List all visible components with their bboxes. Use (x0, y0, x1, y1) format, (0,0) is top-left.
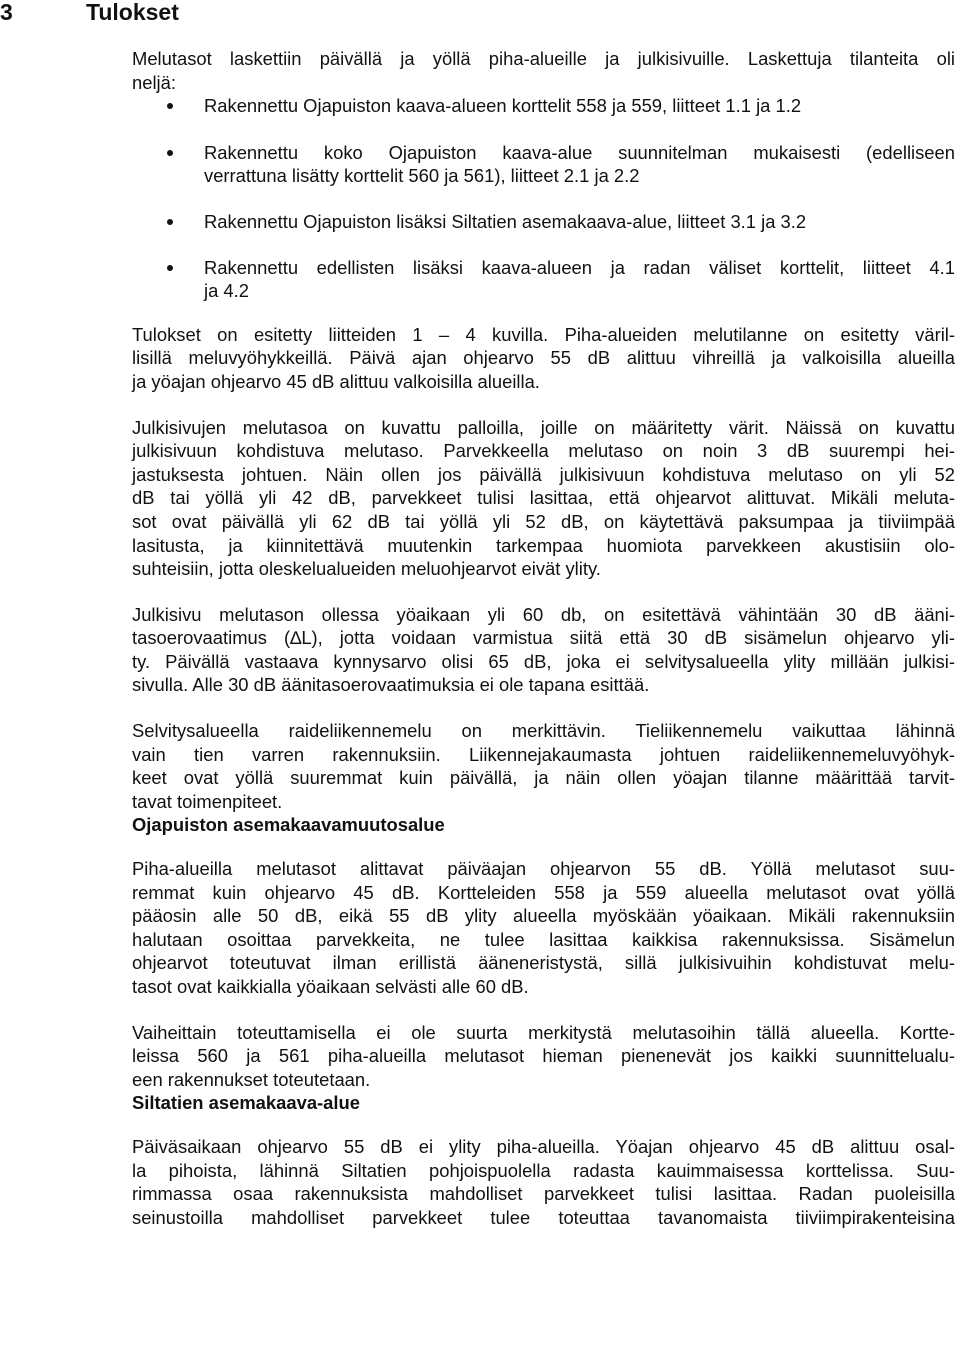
text-line: een rakennukset toteutetaan. (132, 1068, 371, 1090)
text-line: Rakennettu koko Ojapuiston kaava-alue suunnitelman mukaisesti (edelliseen (204, 141, 955, 163)
text-line: suhteisiin, jotta oleskelualueiden meluohjearvot eivät ylity. (132, 558, 601, 580)
body-paragraph (132, 323, 955, 394)
text-line: sivulla. Alle 30 dB äänitasoerovaatimuksia ei ole tapana esittää. (132, 674, 650, 696)
text-line: Piha-alueilla melutasot alittavat päiväajan ohjearvon 55 dB. Yöllä melutasot suu- (132, 858, 955, 880)
text-line: Rakennettu Ojapuiston lisäksi Siltatien asemakaava-alue, liitteet 3.1 ja 3.2 (204, 210, 807, 232)
text-line: pääosin alle 50 dB, eikä 55 dB ylity alueella myöskään yöaikaan. Mikäli rakennuksiin (132, 905, 955, 927)
text-line: tasot ovat kaikkialla yöaikaan selvästi alle 60 dB. (132, 976, 529, 997)
list-item (132, 210, 955, 234)
text-line: neljä: (132, 71, 176, 93)
text-line: Julkisivujen melutasoa on kuvattu palloilla, joille on määritetty värit. Näissä on kuvattu (132, 416, 955, 438)
text-line: Päiväsaikaan ohjearvo 55 dB ei ylity piha-alueilla. Yöajan ohjearvo 45 dB alittuu osal- (132, 1135, 955, 1157)
body-paragraph (132, 857, 955, 999)
text-line: halutaan osoittaa parvekkeita, ne tulee lasittaa kaikkisa rakennuksissa. Sisämelun (132, 928, 955, 950)
text-line: seinustoilla mahdolliset parvekkeet tulee toteuttaa tavanomaista tiiviimpirakenteisina (132, 1206, 955, 1228)
document-body (132, 47, 955, 1229)
text-line: dB tai yöllä yli 42 dB, parvekkeet tulisi lasittaa, että ohjearvot alittuvat. Mikäli meluta- (132, 487, 955, 509)
text-line: remmat kuin ohjearvo 45 dB. Kortteleiden 558 ja 559 alueella melutasot ovat yöllä (132, 881, 955, 903)
text-line: sot ovat päivällä yli 62 dB tai yöllä yli 52 dB, on käytettävä paksumpaa ja tiiviimpää (132, 510, 955, 532)
text-line: keet ovat yöllä suuremmat kuin päivällä, ja näin ollen yöajan tilanne määrittää tarvit- (132, 767, 955, 789)
section-number: 3 (0, 0, 13, 25)
text-line: Julkisivu melutason ollessa yöaikaan yli 60 db, on esitettävä vähintään 30 dB ääni- (132, 603, 955, 625)
text-line: jastuksesta johtuen. Näin ollen jos päivällä julkisivuun kohdistuva melutaso on yli 52 (132, 463, 955, 485)
text-line: Tulokset on esitetty liitteiden 1 – 4 kuvilla. Piha-alueiden melutilanne on esitetty väril- (132, 323, 955, 345)
text-line: ty. Päivällä vastaava kynnysarvo olisi 65 dB, joka ei selvitysalueella ylity millään julkisi- (132, 650, 955, 672)
bullet-icon (167, 103, 173, 109)
bullet-icon (167, 150, 173, 156)
body-paragraph (132, 719, 955, 813)
text-line: Rakennettu edellisten lisäksi kaava-alueen ja radan väliset korttelit, liitteet 4.1 (204, 256, 955, 278)
list-item (132, 94, 955, 118)
text-line: la pihoista, lähinnä Siltatien pohjoispuolella radasta kauimmaisessa korttelissa. Suu- (132, 1159, 955, 1181)
text-line: Selvitysalueella raideliikennemelu on merkittävin. Tieliikennemelu vaikuttaa lähinnä (132, 720, 955, 742)
bullet-icon (167, 219, 173, 225)
text-line: lasitusta, ja kiinnitettävä muutenkin tarkempaa huomiota parvekkeen akustisiin olo- (132, 534, 955, 556)
text-line: Rakennettu Ojapuiston kaava-alueen korttelit 558 ja 559, liitteet 1.1 ja 1.2 (204, 95, 802, 117)
text-line: verrattuna lisätty korttelit 560 ja 561), liitteet 2.1 ja 2.2 (204, 165, 640, 187)
section-heading (0, 0, 179, 24)
section-title: Tulokset (86, 0, 179, 25)
body-paragraph (132, 416, 955, 581)
text-line: leissa 560 ja 561 piha-alueilla melutasot hieman pienenevät jos kaikki suunnittelualu- (132, 1045, 955, 1067)
text-line: Melutasot laskettiin päivällä ja yöllä piha-alueille ja julkisivuille. Laskettuja tilanteita oli (132, 48, 955, 69)
list-item (132, 141, 955, 188)
list-item (132, 256, 955, 303)
text-line: tasoerovaatimus (∆L), jotta voidaan varmistua siitä että 30 dB sisämelun ohjearvo yli- (132, 627, 955, 649)
scenario-list (132, 94, 955, 303)
text-line: Vaiheittain toteuttamisella ei ole suurta merkitystä melutasoihin tällä alueella. Kortte- (132, 1021, 955, 1043)
body-paragraph (132, 603, 955, 697)
text-line: tavat toimenpiteet. (132, 790, 283, 812)
body-paragraph (132, 1135, 955, 1229)
text-line: ja 4.2 (204, 280, 249, 302)
text-line: ja yöajan ohjearvo 45 dB alittuu valkoisilla alueilla. (132, 370, 540, 392)
text-line: rimmassa osaa rakennuksista mahdolliset parvekkeet tulisi lasittaa. Radan puoleisilla (132, 1183, 955, 1205)
subsection-heading: Ojapuiston asemakaavamuutosalue (132, 814, 445, 836)
body-paragraph (132, 1021, 955, 1092)
intro-paragraph (132, 47, 955, 94)
text-line: vain tien varren rakennuksiin. Liikennejakaumasta johtuen raideliikennemeluvyöhyk- (132, 743, 955, 765)
text-line: julkisivuun kohdistuva melutaso. Parvekkeella melutaso on noin 3 dB suurempi hei- (132, 440, 955, 462)
bullet-icon (167, 265, 173, 271)
text-line: lisillä meluvyöhykkeillä. Päivä ajan ohjearvo 55 dB alittuu vihreillä ja valkoisilla alueilla (132, 347, 955, 369)
text-line: ohjearvot toteutuvat ilman erillistä ääneneristystä, sillä julkisivuihin kohdistuvat melu- (132, 952, 955, 974)
subsection-heading: Siltatien asemakaava-alue (132, 1092, 360, 1114)
